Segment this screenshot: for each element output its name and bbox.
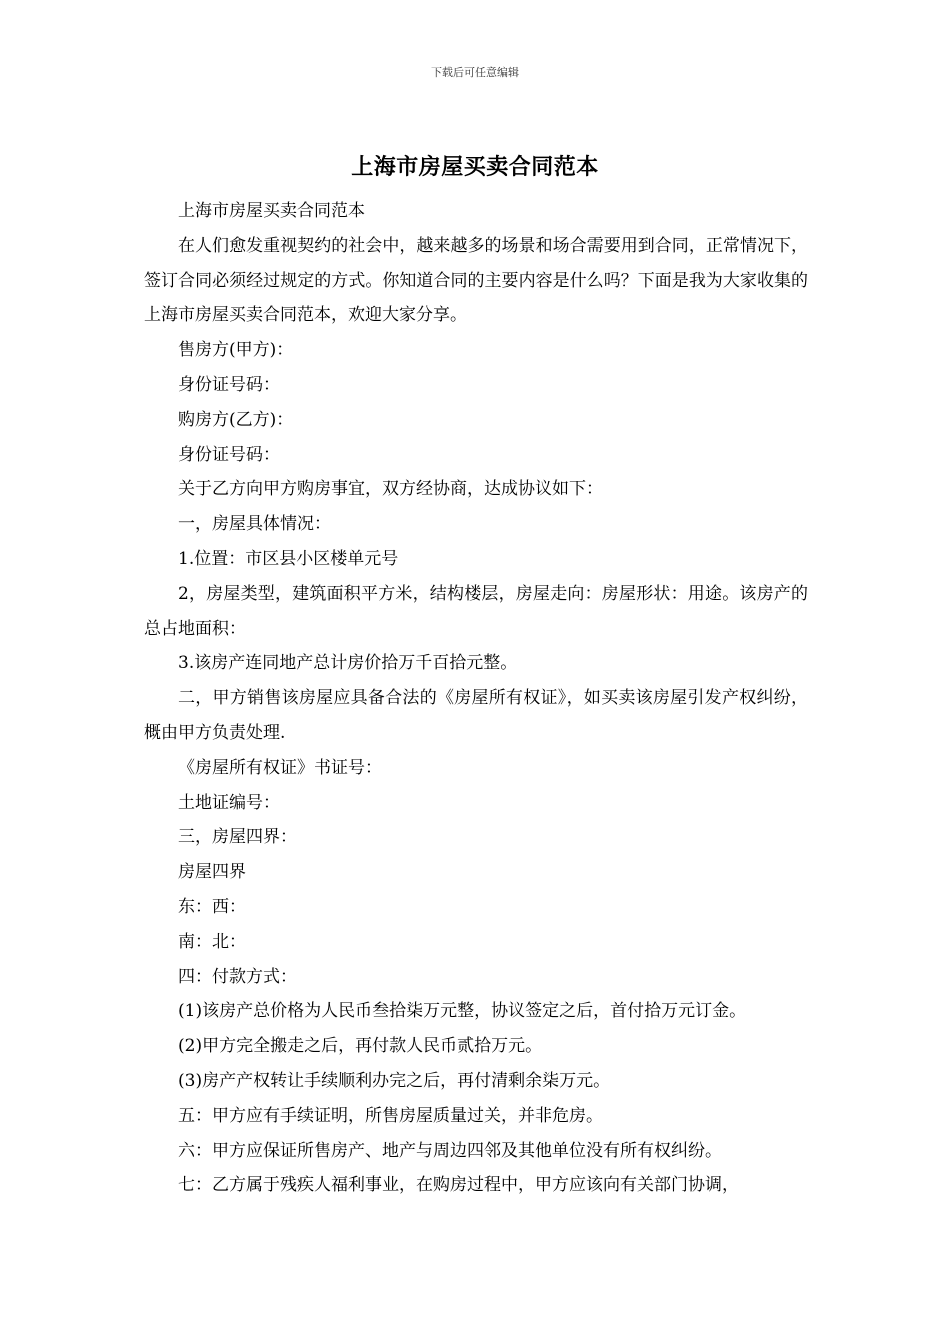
paragraph: 上海市房屋买卖合同范本 [178, 201, 365, 221]
paragraph: 关于乙方向甲方购房事宜，双方经协商，达成协议如下： [178, 479, 603, 500]
paragraph: (2)甲方完全搬走之后，再付款人民币贰拾万元。 [178, 1036, 543, 1057]
paragraph: 2，房屋类型，建筑面积平方米，结构楼层，房屋走向：房屋形状：用途。该房产的总占地面积： [144, 583, 808, 639]
paragraph: 五：甲方应有手续证明，所售房屋质量过关，并非危房。 [178, 1105, 603, 1126]
paragraph: 四：付款方式： [178, 966, 297, 987]
paragraph: 售房方(甲方)： [178, 340, 294, 361]
paragraph: 三，房屋四界： [178, 827, 297, 848]
paragraph: 土地证编号： [178, 792, 280, 813]
paragraph: 二，甲方销售该房屋应具备合法的《房屋所有权证》，如买卖该房屋引发产权纠纷，概由甲方负责处理. [144, 688, 808, 743]
paragraph: (1)该房产总价格为人民币叁拾柒万元整，协议签定之后，首付拾万元订金。 [178, 1001, 747, 1022]
paragraph: 房屋四界 [178, 862, 246, 883]
paragraph: 在人们愈发重视契约的社会中，越来越多的场景和场合需要用到合同，正常情况下，签订合同必须经过规定的方式。你知道合同的主要内容是什么吗？下面是我为大家收集的上海市房屋买卖合同范本，欢迎大家分享。 [144, 235, 808, 326]
paragraph: 南：北： [178, 931, 246, 952]
paragraph: 3.该房产连同地产总计房价拾万千百拾元整。 [178, 653, 518, 674]
paragraph: (3)房产产权转让手续顺利办完之后，再付清剩余柒万元。 [178, 1070, 611, 1091]
document-title: 上海市房屋买卖合同范本 [351, 154, 599, 180]
paragraph: 一，房屋具体情况： [178, 514, 331, 535]
paragraph: 购房方(乙方)： [178, 409, 294, 430]
paragraph: 东：西： [178, 896, 246, 917]
paragraph: 六：甲方应保证所售房产、地产与周边四邻及其他单位没有所有权纠纷。 [178, 1140, 722, 1161]
paragraph: 1.位置：市区县小区楼单元号 [178, 548, 399, 569]
paragraph: 身份证号码： [178, 444, 280, 465]
paragraph: 身份证号码： [178, 374, 280, 395]
page-header: 下载后可任意编辑 [431, 66, 519, 79]
paragraph: 《房屋所有权证》书证号： [178, 757, 382, 778]
paragraph: 七：乙方属于残疾人福利事业，在购房过程中，甲方应该向有关部门协调， [178, 1175, 739, 1196]
document-body [144, 194, 808, 1203]
